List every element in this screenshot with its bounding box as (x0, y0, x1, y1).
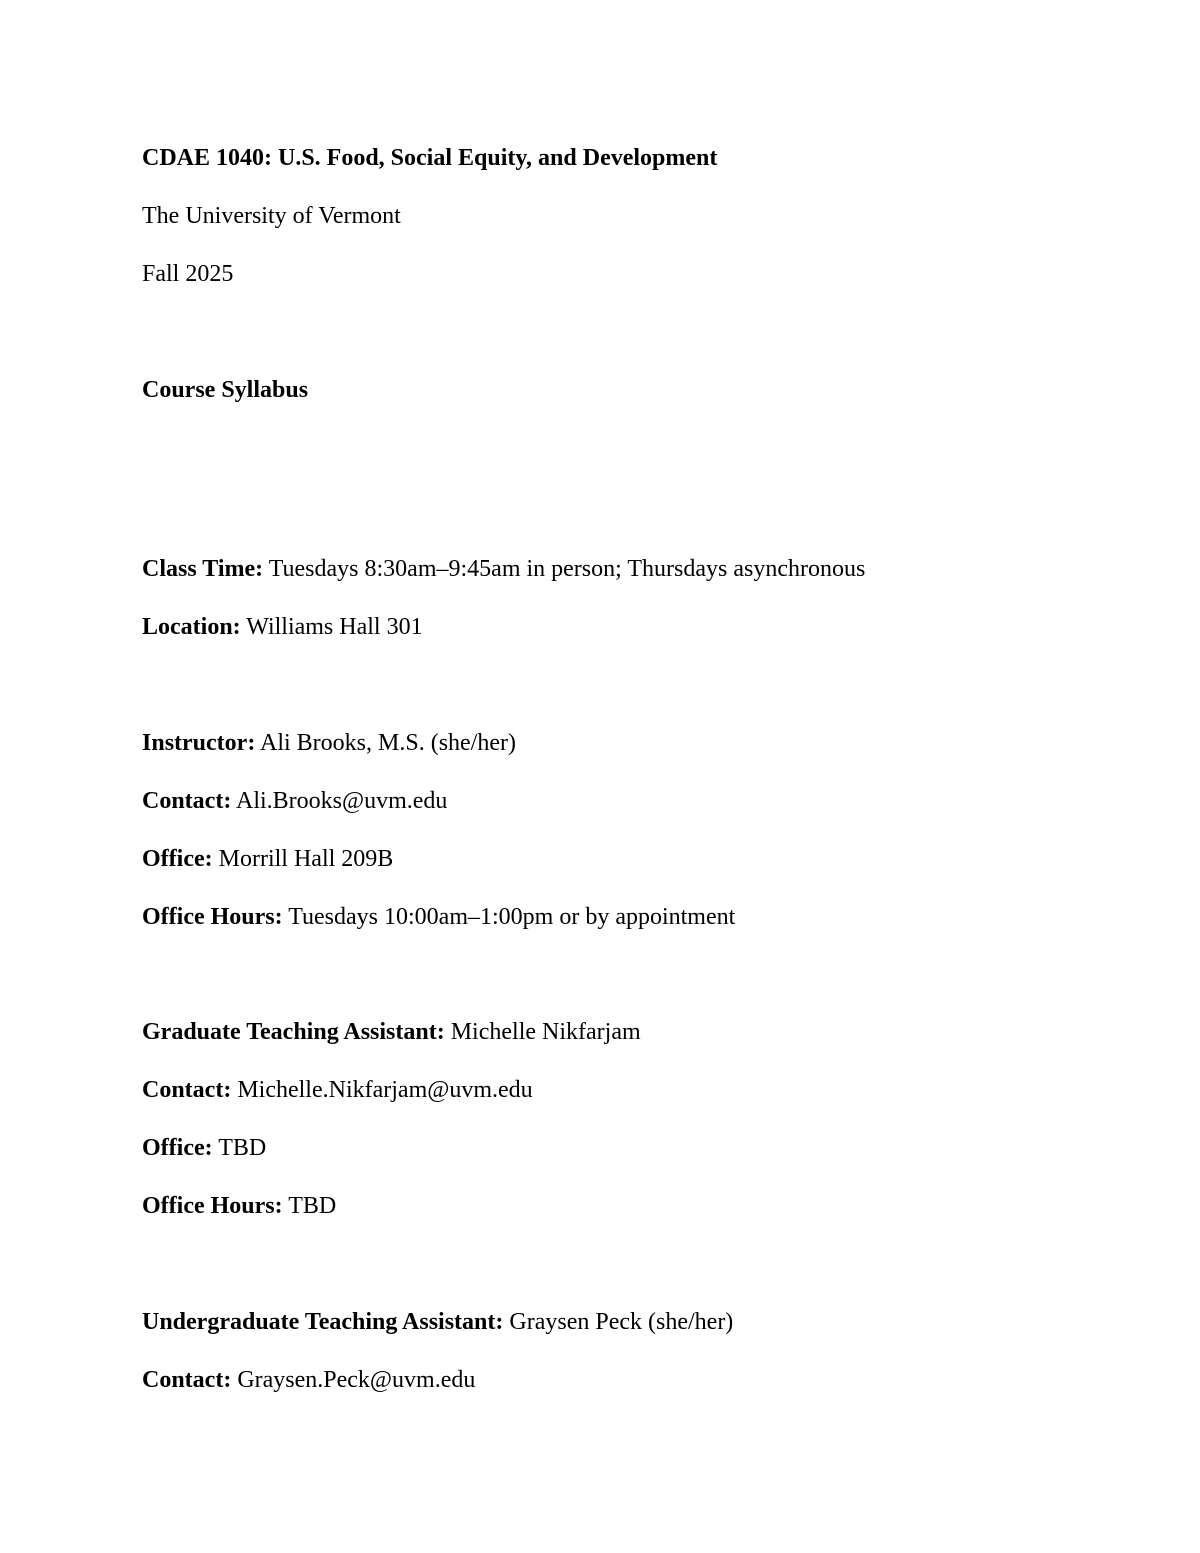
instructor-hours-value: Tuesdays 10:00am–1:00pm or by appointment (288, 904, 736, 930)
grad-ta-hours-label: Office Hours: (142, 1193, 283, 1219)
undergrad-ta-label: Undergraduate Teaching Assistant: (142, 1309, 504, 1335)
instructor-contact-label: Contact: (142, 788, 232, 814)
instructor-hours-row (142, 902, 735, 932)
instructor-office-row (142, 844, 393, 874)
instructor-hours-label: Office Hours: (142, 904, 283, 930)
term: Fall 2025 (142, 261, 234, 287)
grad-ta-office-row (142, 1133, 266, 1163)
grad-ta-value: Michelle Nikfarjam (450, 1019, 641, 1045)
grad-ta-contact-row (142, 1075, 533, 1105)
class-time-row (142, 554, 865, 584)
university-name: The University of Vermont (142, 203, 401, 229)
undergrad-ta-contact-row (142, 1365, 475, 1395)
grad-ta-contact-value: Michelle.Nikfarjam@uvm.edu (237, 1077, 533, 1103)
undergrad-ta-contact-value: Graysen.Peck@uvm.edu (237, 1367, 476, 1393)
instructor-contact-row (142, 786, 447, 816)
grad-ta-hours-row (142, 1191, 336, 1221)
grad-ta-row (142, 1017, 641, 1047)
undergrad-ta-value: Graysen Peck (she/her) (509, 1309, 734, 1335)
instructor-label: Instructor: (142, 730, 256, 756)
undergrad-ta-row (142, 1307, 733, 1337)
instructor-office-label: Office: (142, 846, 213, 872)
instructor-office-value: Morrill Hall 209B (218, 846, 394, 872)
location-row (142, 612, 423, 642)
undergrad-ta-contact-label: Contact: (142, 1367, 232, 1393)
location-value: Williams Hall 301 (246, 614, 423, 640)
class-time-value: Tuesdays 8:30am–9:45am in person; Thursdays asynchronous (268, 556, 866, 582)
grad-ta-office-label: Office: (142, 1135, 213, 1161)
instructor-row (142, 728, 516, 758)
course-title: CDAE 1040: U.S. Food, Social Equity, and Development (142, 145, 718, 171)
grad-ta-hours-value: TBD (288, 1193, 337, 1219)
location-label: Location: (142, 614, 241, 640)
grad-ta-contact-label: Contact: (142, 1077, 232, 1103)
grad-ta-office-value: TBD (218, 1135, 267, 1161)
document-title: Course Syllabus (142, 377, 309, 403)
class-time-label: Class Time: (142, 556, 264, 582)
grad-ta-label: Graduate Teaching Assistant: (142, 1019, 445, 1045)
instructor-value: Ali Brooks, M.S. (she/her) (260, 730, 516, 756)
instructor-contact-value: Ali.Brooks@uvm.edu (236, 788, 448, 814)
